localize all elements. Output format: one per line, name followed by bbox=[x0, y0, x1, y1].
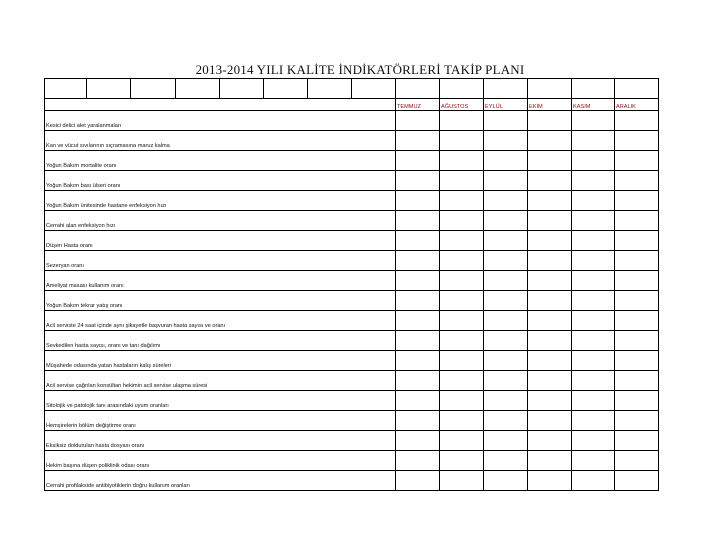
month-value-cell[interactable] bbox=[528, 471, 572, 491]
month-value-cell[interactable] bbox=[396, 471, 440, 491]
indicator-cell bbox=[45, 131, 396, 151]
indicator-label: Müşahede odasında yatan hastaların kalış süreleri bbox=[46, 363, 172, 369]
month-value-cell[interactable] bbox=[396, 391, 440, 411]
indicator-row bbox=[45, 351, 659, 371]
month-value-cell[interactable] bbox=[528, 251, 572, 271]
indicator-row bbox=[45, 411, 659, 431]
indicator-label: Kan ve vücut sıvılarının sıçramasına maruz kalma bbox=[46, 143, 170, 149]
month-value-cell[interactable] bbox=[440, 311, 484, 331]
indicator-row bbox=[45, 331, 659, 351]
indicator-cell bbox=[45, 311, 396, 331]
month-value-cell[interactable] bbox=[615, 151, 659, 171]
month-value-cell[interactable] bbox=[440, 391, 484, 411]
month-value-cell[interactable] bbox=[440, 211, 484, 231]
month-value-cell[interactable] bbox=[484, 371, 528, 391]
month-value-cell[interactable] bbox=[572, 431, 615, 451]
month-value-cell[interactable] bbox=[440, 231, 484, 251]
indicator-row bbox=[45, 371, 659, 391]
month-value-cell[interactable] bbox=[396, 411, 440, 431]
month-value-cell[interactable] bbox=[528, 451, 572, 471]
indicator-label: Ameliyat masası kullanım oranı bbox=[46, 283, 124, 289]
indicator-row bbox=[45, 111, 659, 131]
month-value-cell[interactable] bbox=[484, 171, 528, 191]
header-row bbox=[45, 79, 659, 99]
month-value-cell[interactable] bbox=[615, 351, 659, 371]
month-value-cell[interactable] bbox=[484, 251, 528, 271]
month-value-cell[interactable] bbox=[615, 371, 659, 391]
month-value-cell[interactable] bbox=[440, 151, 484, 171]
month-value-cell[interactable] bbox=[440, 431, 484, 451]
indicator-header-cell bbox=[45, 99, 396, 111]
indicator-cell bbox=[45, 331, 396, 351]
month-value-cell[interactable] bbox=[615, 111, 659, 131]
indicator-label: Acil servise çağrılan konsültan hekimin acil servise ulaşma süresi bbox=[46, 383, 208, 389]
month-value-cell[interactable] bbox=[484, 151, 528, 171]
header-cell bbox=[308, 79, 352, 99]
indicator-cell bbox=[45, 271, 396, 291]
indicator-row bbox=[45, 271, 659, 291]
month-value-cell[interactable] bbox=[572, 211, 615, 231]
indicator-cell bbox=[45, 431, 396, 451]
month-agustos: AĞUSTOS bbox=[440, 99, 484, 111]
indicator-label: Sevkedilen hasta sayısı, oranı ve tanı dağılımı bbox=[46, 343, 161, 349]
indicator-row bbox=[45, 131, 659, 151]
month-value-cell[interactable] bbox=[440, 291, 484, 311]
month-value-cell[interactable] bbox=[615, 271, 659, 291]
month-value-cell[interactable] bbox=[615, 251, 659, 271]
month-value-cell[interactable] bbox=[484, 351, 528, 371]
indicator-label: Sezeryan oranı bbox=[46, 263, 84, 269]
indicator-row bbox=[45, 211, 659, 231]
header-cell bbox=[396, 79, 440, 99]
month-value-cell[interactable] bbox=[615, 291, 659, 311]
month-value-cell[interactable] bbox=[484, 111, 528, 131]
month-value-cell[interactable] bbox=[396, 331, 440, 351]
indicator-cell bbox=[45, 291, 396, 311]
indicator-label: Hemşirelerin bölüm değiştirme oranı bbox=[46, 423, 136, 429]
month-value-cell[interactable] bbox=[440, 251, 484, 271]
header-cell bbox=[352, 79, 396, 99]
indicator-cell bbox=[45, 371, 396, 391]
indicator-cell bbox=[45, 471, 396, 491]
month-value-cell[interactable] bbox=[615, 311, 659, 331]
indicator-row bbox=[45, 151, 659, 171]
month-value-cell[interactable] bbox=[615, 451, 659, 471]
month-value-cell[interactable] bbox=[484, 131, 528, 151]
indicator-cell bbox=[45, 151, 396, 171]
month-value-cell[interactable] bbox=[615, 391, 659, 411]
month-value-cell[interactable] bbox=[396, 351, 440, 371]
month-value-cell[interactable] bbox=[396, 131, 440, 151]
month-temmuz: TEMMUZ bbox=[396, 99, 440, 111]
month-value-cell[interactable] bbox=[440, 171, 484, 191]
month-value-cell[interactable] bbox=[615, 211, 659, 231]
indicator-cell bbox=[45, 211, 396, 231]
indicator-cell bbox=[45, 391, 396, 411]
indicator-row bbox=[45, 471, 659, 491]
indicator-row bbox=[45, 231, 659, 251]
indicator-cell bbox=[45, 171, 396, 191]
month-value-cell[interactable] bbox=[396, 311, 440, 331]
month-value-cell[interactable] bbox=[484, 451, 528, 471]
month-value-cell[interactable] bbox=[396, 171, 440, 191]
month-value-cell[interactable] bbox=[396, 271, 440, 291]
month-value-cell[interactable] bbox=[572, 131, 615, 151]
month-value-cell[interactable] bbox=[572, 351, 615, 371]
month-value-cell[interactable] bbox=[572, 231, 615, 251]
month-value-cell[interactable] bbox=[528, 151, 572, 171]
month-value-cell[interactable] bbox=[440, 331, 484, 351]
month-value-cell[interactable] bbox=[396, 211, 440, 231]
month-value-cell[interactable] bbox=[615, 471, 659, 491]
indicator-label: Hekim başına düşen poliklinik odası oranı bbox=[46, 463, 150, 469]
month-value-cell[interactable] bbox=[615, 431, 659, 451]
indicator-cell bbox=[45, 411, 396, 431]
month-value-cell[interactable] bbox=[440, 271, 484, 291]
month-value-cell[interactable] bbox=[396, 291, 440, 311]
month-value-cell[interactable] bbox=[528, 431, 572, 451]
indicator-label: Yoğun Bakım mortalite oranı bbox=[46, 163, 117, 169]
header-cell bbox=[264, 79, 308, 99]
indicator-label: Sitolojik ve patolojik tanı arasındaki uyum oranları bbox=[46, 403, 169, 409]
header-cell bbox=[45, 79, 87, 99]
month-value-cell[interactable] bbox=[572, 411, 615, 431]
indicator-row bbox=[45, 431, 659, 451]
indicator-cell bbox=[45, 451, 396, 471]
month-value-cell[interactable] bbox=[484, 291, 528, 311]
month-value-cell[interactable] bbox=[615, 191, 659, 211]
month-value-cell[interactable] bbox=[528, 131, 572, 151]
header-cell bbox=[572, 79, 615, 99]
month-value-cell[interactable] bbox=[572, 291, 615, 311]
header-cell bbox=[176, 79, 220, 99]
month-value-cell[interactable] bbox=[440, 451, 484, 471]
month-value-cell[interactable] bbox=[484, 311, 528, 331]
indicator-cell bbox=[45, 251, 396, 271]
indicator-row bbox=[45, 291, 659, 311]
month-kasim: KASIM bbox=[572, 99, 615, 111]
month-value-cell[interactable] bbox=[528, 311, 572, 331]
month-value-cell[interactable] bbox=[396, 371, 440, 391]
month-aralik: ARALIK bbox=[615, 99, 659, 111]
month-value-cell[interactable] bbox=[440, 111, 484, 131]
month-ekim: EKİM bbox=[528, 99, 572, 111]
indicator-label: Eksiksiz doldurulan hasta dosyası oranı bbox=[46, 443, 145, 449]
indicator-label: Düşen Hasta oranı bbox=[46, 243, 93, 249]
month-value-cell[interactable] bbox=[528, 351, 572, 371]
month-value-cell[interactable] bbox=[484, 391, 528, 411]
month-value-cell[interactable] bbox=[572, 271, 615, 291]
header-cell bbox=[440, 79, 484, 99]
indicator-plan-table bbox=[44, 78, 659, 491]
month-header-row bbox=[45, 99, 659, 111]
indicator-label: Cerrahi profilakside antibiyotiklerin doğru kullanım oranları bbox=[46, 483, 190, 489]
month-value-cell[interactable] bbox=[396, 451, 440, 471]
month-value-cell[interactable] bbox=[572, 391, 615, 411]
month-value-cell[interactable] bbox=[528, 371, 572, 391]
month-value-cell[interactable] bbox=[572, 451, 615, 471]
month-value-cell[interactable] bbox=[484, 331, 528, 351]
month-value-cell[interactable] bbox=[440, 351, 484, 371]
month-value-cell[interactable] bbox=[615, 131, 659, 151]
month-value-cell[interactable] bbox=[572, 311, 615, 331]
indicator-label: Kesici delici alet yaralanmaları bbox=[46, 123, 122, 129]
month-value-cell[interactable] bbox=[528, 111, 572, 131]
month-value-cell[interactable] bbox=[484, 431, 528, 451]
month-value-cell[interactable] bbox=[396, 231, 440, 251]
month-value-cell[interactable] bbox=[572, 251, 615, 271]
month-value-cell[interactable] bbox=[528, 271, 572, 291]
month-value-cell[interactable] bbox=[572, 151, 615, 171]
indicator-row bbox=[45, 191, 659, 211]
indicator-label: Cerrahi alan enfeksiyon hızı bbox=[46, 223, 116, 229]
header-cell bbox=[220, 79, 264, 99]
indicator-label: Yoğun Bakım tekrar yatış oranı bbox=[46, 303, 123, 309]
month-value-cell[interactable] bbox=[572, 371, 615, 391]
month-value-cell[interactable] bbox=[528, 411, 572, 431]
indicator-cell bbox=[45, 111, 396, 131]
indicator-cell bbox=[45, 231, 396, 251]
month-value-cell[interactable] bbox=[396, 191, 440, 211]
month-value-cell[interactable] bbox=[528, 331, 572, 351]
month-value-cell[interactable] bbox=[396, 251, 440, 271]
indicator-row bbox=[45, 451, 659, 471]
month-value-cell[interactable] bbox=[396, 111, 440, 131]
month-value-cell[interactable] bbox=[615, 411, 659, 431]
month-value-cell[interactable] bbox=[528, 211, 572, 231]
month-value-cell[interactable] bbox=[484, 231, 528, 251]
indicator-label: Acil serviste 24 saat içinde aynı şikayetle başvuran hasta sayısı ve oranı bbox=[46, 323, 226, 329]
month-value-cell[interactable] bbox=[528, 231, 572, 251]
month-value-cell[interactable] bbox=[572, 191, 615, 211]
month-eylul: EYLÜL bbox=[484, 99, 528, 111]
month-value-cell[interactable] bbox=[484, 191, 528, 211]
page-title: 2013-2014 YILI KALİTE İNDİKATÖRLERİ TAKİP PLANI bbox=[195, 62, 525, 77]
header-cell bbox=[484, 79, 528, 99]
month-value-cell[interactable] bbox=[396, 431, 440, 451]
month-value-cell[interactable] bbox=[440, 191, 484, 211]
header-cell bbox=[528, 79, 572, 99]
indicator-row bbox=[45, 251, 659, 271]
indicator-label: Yoğun Bakım bası ülseri oranı bbox=[46, 183, 121, 189]
month-value-cell[interactable] bbox=[484, 211, 528, 231]
indicator-row bbox=[45, 171, 659, 191]
header-cell bbox=[131, 79, 176, 99]
month-value-cell[interactable] bbox=[440, 131, 484, 151]
header-cell bbox=[87, 79, 131, 99]
month-value-cell[interactable] bbox=[528, 191, 572, 211]
header-cell bbox=[615, 79, 659, 99]
indicator-cell bbox=[45, 191, 396, 211]
month-value-cell[interactable] bbox=[484, 271, 528, 291]
month-value-cell[interactable] bbox=[440, 411, 484, 431]
month-value-cell[interactable] bbox=[572, 171, 615, 191]
month-value-cell[interactable] bbox=[572, 331, 615, 351]
indicator-row bbox=[45, 311, 659, 331]
month-value-cell[interactable] bbox=[440, 471, 484, 491]
month-value-cell[interactable] bbox=[528, 171, 572, 191]
indicator-cell bbox=[45, 351, 396, 371]
month-value-cell[interactable] bbox=[572, 471, 615, 491]
month-value-cell[interactable] bbox=[484, 411, 528, 431]
month-value-cell[interactable] bbox=[615, 231, 659, 251]
month-value-cell[interactable] bbox=[440, 371, 484, 391]
indicator-row bbox=[45, 391, 659, 411]
month-value-cell[interactable] bbox=[615, 171, 659, 191]
month-value-cell[interactable] bbox=[615, 331, 659, 351]
month-value-cell[interactable] bbox=[528, 391, 572, 411]
month-value-cell[interactable] bbox=[484, 471, 528, 491]
indicator-label: Yoğun Bakım ünitesinde hastane enfeksiyon hızı bbox=[46, 203, 167, 209]
month-value-cell[interactable] bbox=[572, 111, 615, 131]
month-value-cell[interactable] bbox=[528, 291, 572, 311]
month-value-cell[interactable] bbox=[396, 151, 440, 171]
